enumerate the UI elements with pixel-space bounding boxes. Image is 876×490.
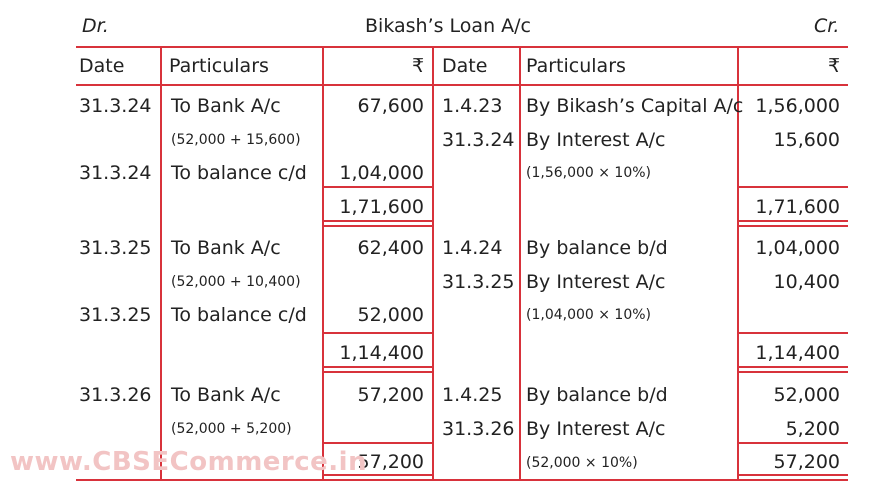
credit-amount: 1,56,000 [755, 95, 840, 117]
total-rule [322, 220, 434, 222]
total-rule [737, 366, 848, 368]
debit-total: 1,14,400 [339, 342, 424, 364]
debit-total: 57,200 [357, 451, 424, 473]
credit-total: 1,71,600 [755, 196, 840, 218]
debit-note: (52,000 + 10,400) [171, 274, 301, 290]
dr-label: Dr. [82, 15, 109, 37]
col-amount-credit: ₹ [828, 55, 841, 77]
credit-date: 31.3.24 [442, 129, 515, 151]
credit-date: 31.3.25 [442, 271, 515, 293]
header-rule [76, 84, 848, 86]
total-rule [737, 442, 848, 444]
total-rule [737, 225, 848, 227]
debit-note: (52,000 + 15,600) [171, 132, 301, 148]
credit-date: 31.3.26 [442, 418, 515, 440]
debit-particulars: To Bank A/c [171, 384, 281, 406]
col-amount-debit: ₹ [412, 55, 425, 77]
credit-amount: 10,400 [773, 271, 840, 293]
total-rule [737, 332, 848, 334]
total-rule [322, 371, 434, 373]
bottom-rule [76, 479, 848, 481]
total-rule [737, 371, 848, 373]
debit-date: 31.3.24 [79, 162, 152, 184]
credit-amount: 52,000 [773, 384, 840, 406]
debit-note: (52,000 + 5,200) [171, 421, 292, 437]
credit-total: 57,200 [773, 451, 840, 473]
credit-particulars: By balance b/d [526, 237, 668, 259]
debit-particulars: To Bank A/c [171, 95, 281, 117]
debit-amount: 52,000 [357, 304, 424, 326]
credit-particulars: By Bikash’s Capital A/c [526, 95, 744, 117]
col-rule-1 [160, 46, 162, 481]
debit-date: 31.3.25 [79, 237, 152, 259]
debit-date: 31.3.26 [79, 384, 152, 406]
credit-date: 1.4.23 [442, 95, 503, 117]
credit-note: (1,04,000 × 10%) [526, 307, 652, 323]
debit-particulars: To balance c/d [171, 304, 307, 326]
credit-amount: 1,04,000 [755, 237, 840, 259]
credit-date: 1.4.25 [442, 384, 503, 406]
credit-particulars: By Interest A/c [526, 129, 666, 151]
total-rule [322, 332, 434, 334]
total-rule [322, 442, 434, 444]
cr-label: Cr. [814, 15, 840, 37]
debit-date: 31.3.24 [79, 95, 152, 117]
credit-particulars: By Interest A/c [526, 271, 666, 293]
debit-amount: 1,04,000 [339, 162, 424, 184]
credit-particulars: By Interest A/c [526, 418, 666, 440]
col-rule-4 [519, 46, 521, 481]
col-date-debit: Date [79, 55, 125, 77]
col-particulars-credit: Particulars [526, 55, 626, 77]
debit-total: 1,71,600 [339, 196, 424, 218]
debit-particulars: To balance c/d [171, 162, 307, 184]
credit-particulars: By balance b/d [526, 384, 668, 406]
col-rule-3 [432, 46, 434, 481]
total-rule [322, 366, 434, 368]
credit-note: (52,000 × 10%) [526, 455, 638, 471]
debit-particulars: To Bank A/c [171, 237, 281, 259]
credit-date: 1.4.24 [442, 237, 503, 259]
col-date-credit: Date [442, 55, 488, 77]
col-rule-2 [322, 46, 324, 481]
credit-amount: 15,600 [773, 129, 840, 151]
col-particulars-debit: Particulars [169, 55, 269, 77]
total-rule [737, 186, 848, 188]
credit-total: 1,14,400 [755, 342, 840, 364]
total-rule [737, 474, 848, 476]
debit-amount: 67,600 [357, 95, 424, 117]
debit-amount: 57,200 [357, 384, 424, 406]
credit-note: (1,56,000 × 10%) [526, 165, 652, 181]
total-rule [322, 186, 434, 188]
debit-date: 31.3.25 [79, 304, 152, 326]
total-rule [737, 220, 848, 222]
ledger-title: Bikash’s Loan A/c [365, 15, 531, 37]
credit-amount: 5,200 [785, 418, 840, 440]
top-rule [76, 46, 848, 48]
debit-amount: 62,400 [357, 237, 424, 259]
total-rule [322, 225, 434, 227]
watermark: www.CBSECommerce.in [10, 447, 368, 477]
